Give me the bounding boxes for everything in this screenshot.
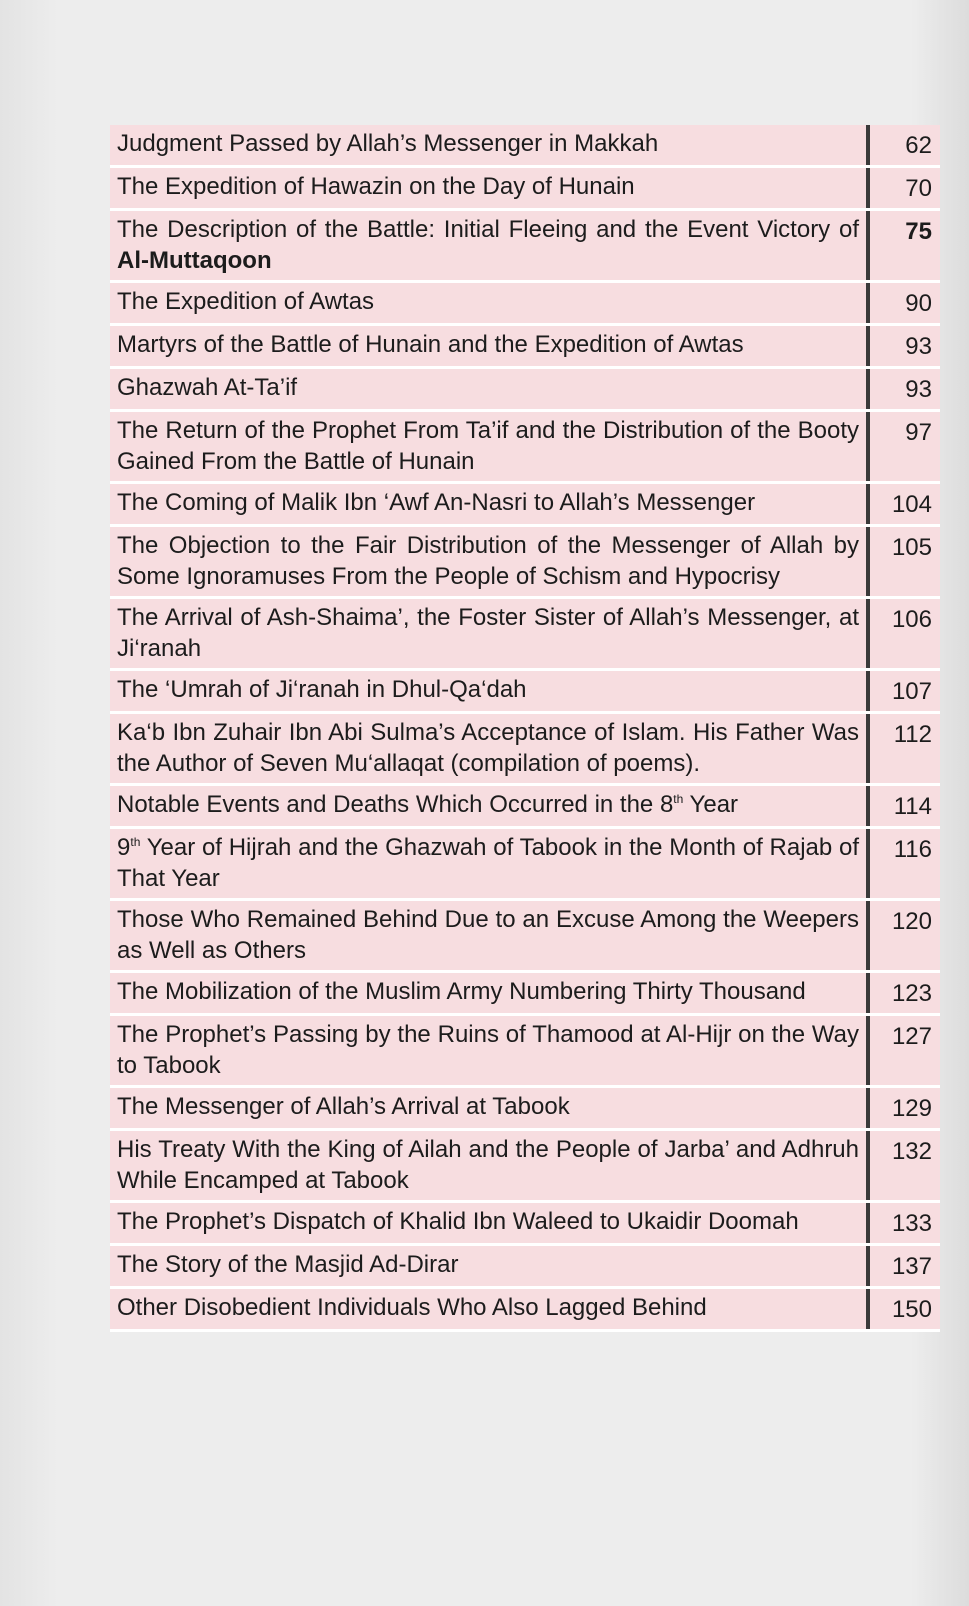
toc-entry-page: 90 xyxy=(866,283,940,323)
toc-entry-title: The Mobilization of the Muslim Army Numbering Thirty Thousand xyxy=(117,978,806,1005)
toc-entry[interactable] xyxy=(110,326,940,369)
toc-entry-title: Ghazwah At-Ta’if xyxy=(117,374,298,401)
toc-entry[interactable] xyxy=(110,829,940,901)
toc-entry[interactable] xyxy=(110,1088,940,1131)
toc-entry-title: The Story of the Masjid Ad-Dirar xyxy=(117,1251,459,1278)
toc-entry-page: 97 xyxy=(866,412,940,481)
toc-entry-page: 129 xyxy=(866,1088,940,1128)
toc-entry-title xyxy=(110,786,866,826)
toc-entry-page: 104 xyxy=(866,484,940,524)
toc-entry[interactable] xyxy=(110,786,940,829)
toc-entry-page: 132 xyxy=(866,1131,940,1200)
toc-entry-page: 137 xyxy=(866,1246,940,1286)
toc-entry-page: 112 xyxy=(866,714,940,783)
toc-entry-page: 120 xyxy=(866,901,940,970)
toc-entry[interactable] xyxy=(110,125,940,168)
toc-entry-title: Those Who Remained Behind Due to an Excuse Among the Weepers as Well as Others xyxy=(117,906,859,964)
toc-entry-title: Martyrs of the Battle of Hunain and the Expedition of Awtas xyxy=(117,331,744,358)
toc-entry-title: Ka‘b Ibn Zuhair Ibn Abi Sulma’s Acceptance of Islam. His Father Was the Author of Seven Mu‘allaqat (compilation of poems). xyxy=(117,719,859,777)
table-of-contents xyxy=(110,125,940,1332)
toc-entry[interactable] xyxy=(110,412,940,484)
toc-entry-page: 93 xyxy=(866,369,940,409)
toc-entry-page: 150 xyxy=(866,1289,940,1329)
toc-entry[interactable] xyxy=(110,1016,940,1088)
toc-entry-title: The Objection to the Fair Distribution of the Messenger of Allah by Some Ignoramuses From the People of Schism and Hypocrisy xyxy=(117,532,859,590)
toc-entry[interactable] xyxy=(110,599,940,671)
toc-entry-page: 105 xyxy=(866,527,940,596)
toc-entry-title: Other Disobedient Individuals Who Also Lagged Behind xyxy=(117,1294,707,1321)
toc-entry-title: The Messenger of Allah’s Arrival at Tabook xyxy=(117,1093,570,1120)
toc-entry-page: 106 xyxy=(866,599,940,668)
toc-entry-title: The Expedition of Hawazin on the Day of Hunain xyxy=(117,173,635,200)
toc-entry[interactable] xyxy=(110,369,940,412)
toc-entry-title: The Return of the Prophet From Ta’if and the Distribution of the Booty Gained From the Battle of Hunain xyxy=(117,417,859,475)
toc-entry[interactable] xyxy=(110,901,940,973)
toc-entry-page: 107 xyxy=(866,671,940,711)
toc-entry-title: The Expedition of Awtas xyxy=(117,288,375,315)
toc-entry-page: 75 xyxy=(866,211,940,280)
toc-entry-title: Judgment Passed by Allah’s Messenger in Makkah xyxy=(117,130,659,157)
toc-entry-page: 70 xyxy=(866,168,940,208)
toc-entry-title-text: The Description of the Battle: Initial Fleeing and the Event Victory of xyxy=(117,216,859,243)
toc-entry-title xyxy=(110,829,866,898)
toc-entry[interactable] xyxy=(110,527,940,599)
toc-entry-title: The ‘Umrah of Ji‘ranah in Dhul-Qa‘dah xyxy=(117,676,527,703)
toc-entry-page: 114 xyxy=(866,786,940,826)
toc-entry[interactable] xyxy=(110,283,940,326)
toc-entry[interactable] xyxy=(110,973,940,1016)
toc-entry[interactable] xyxy=(110,211,940,283)
toc-entry-title-text: Year xyxy=(683,791,739,818)
toc-entry-title: The Arrival of Ash-Shaima’, the Foster Sister of Allah’s Messenger, at Ji‘ranah xyxy=(117,604,859,662)
toc-entry-title: His Treaty With the King of Ailah and the People of Jarba’ and Adhruh While Encamped at Tabook xyxy=(117,1136,859,1194)
toc-entry-page: 62 xyxy=(866,125,940,165)
toc-entry-title: The Prophet’s Passing by the Ruins of Thamood at Al-Hijr on the Way to Tabook xyxy=(117,1021,859,1079)
toc-entry-page: 123 xyxy=(866,973,940,1013)
toc-entry-page: 93 xyxy=(866,326,940,366)
toc-entry-title: The Prophet’s Dispatch of Khalid Ibn Waleed to Ukaidir Doomah xyxy=(117,1208,799,1235)
toc-entry[interactable] xyxy=(110,1246,940,1289)
toc-entry[interactable] xyxy=(110,484,940,527)
toc-entry[interactable] xyxy=(110,168,940,211)
toc-entry[interactable] xyxy=(110,1131,940,1203)
toc-entry-title-bold: Al-Muttaqoon xyxy=(117,247,272,274)
toc-entry-title-superscript: th xyxy=(130,835,141,849)
toc-entry[interactable] xyxy=(110,671,940,714)
toc-entry-title xyxy=(110,211,866,280)
toc-entry-page: 127 xyxy=(866,1016,940,1085)
toc-entry-title-text: Year of Hijrah and the Ghazwah of Tabook in the Month of Rajab of That Year xyxy=(117,834,859,892)
toc-entry-page: 116 xyxy=(866,829,940,898)
toc-entry-title-superscript: th xyxy=(673,792,684,806)
toc-entry-title-text: Notable Events and Deaths Which Occurred in the 8 xyxy=(117,791,674,818)
toc-entry[interactable] xyxy=(110,714,940,786)
toc-entry-page: 133 xyxy=(866,1203,940,1243)
toc-entry-title: The Coming of Malik Ibn ‘Awf An-Nasri to Allah’s Messenger xyxy=(117,489,756,516)
toc-entry-title-text: 9 xyxy=(117,834,131,861)
toc-entry[interactable] xyxy=(110,1289,940,1332)
toc-entry[interactable] xyxy=(110,1203,940,1246)
